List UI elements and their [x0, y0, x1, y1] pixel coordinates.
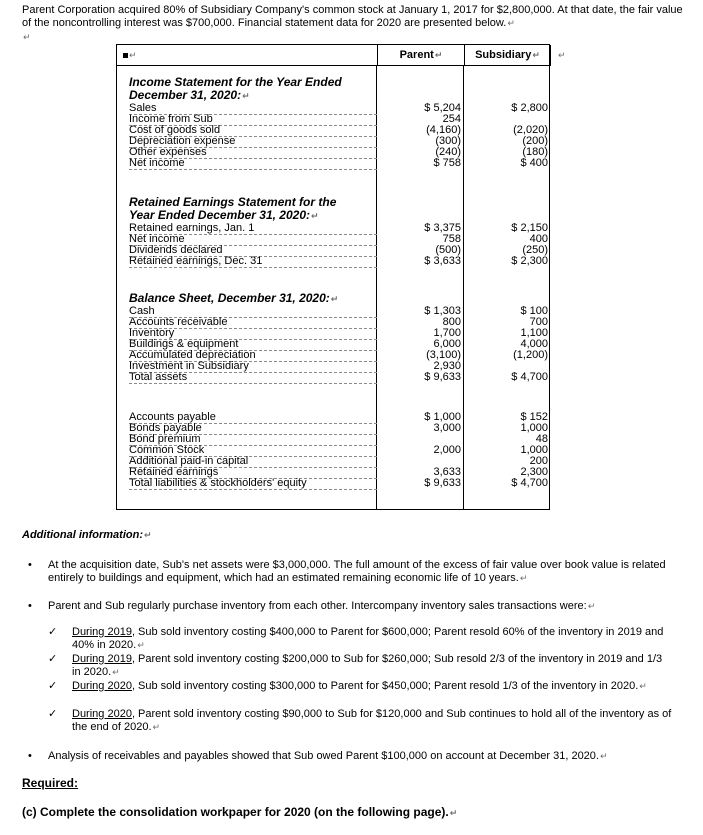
- info-acquisition: At the acquisition date, Sub's net assets were $3,000,000. The full amount of the excess of fair value over book value is related entirely to buildings and equipment, which had an estimated remaining economic life of 10 years.↵: [48, 559, 666, 584]
- table-row: Inventory 1,700 1,100: [129, 327, 548, 339]
- transaction-item: During 2019, Parent sold inventory costing $200,000 to Sub for $260,000; Sub resold 2/3 of the inventory in 2019 and 1/3 in 2020.↵: [72, 653, 663, 678]
- table-row: Net income $ 758 $ 400: [129, 157, 548, 169]
- bullet: •: [28, 750, 32, 762]
- table-row: Investment in Subsidiary 2,930: [129, 360, 461, 372]
- check-icon: ✓: [48, 680, 58, 692]
- table-row: Bond premium 48: [129, 433, 548, 445]
- table-row: Cash $ 1,303 $ 100: [129, 305, 548, 317]
- table-row: Depreciation expense (300) (200): [129, 135, 548, 147]
- column-header-subsidiary: Subsidiary↵: [464, 45, 551, 66]
- intro-text: Parent Corporation acquired 80% of Subsidiary Company's common stock at January 1, 2017 for $2,800,000. At that date, the fair value of the noncontrolling interest was $700,000. Financial statement data for 2020 are presented below.: [22, 4, 683, 29]
- info-receivables: Analysis of receivables and payables showed that Sub owed Parent $100,000 on account at December 31, 2020.↵: [48, 750, 608, 762]
- info-intercompany: Parent and Sub regularly purchase inventory from each other. Intercompany inventory sales transactions were:↵: [48, 600, 596, 612]
- table-row: Cost of goods sold (4,160) (2,020): [129, 124, 548, 136]
- table-row: Total liabilities & stockholders' equity $ 9,633 $ 4,700: [129, 477, 548, 489]
- table-row: Retained earnings 3,633 2,300: [129, 466, 548, 478]
- table-row: Accumulated depreciation (3,100) (1,200): [129, 349, 548, 361]
- table-row: Accounts payable $ 1,000 $ 152: [129, 411, 548, 423]
- table-body: Income Statement for the Year Ended December 31, 2020:↵ Sales $ 5,204 $ 2,800 Income from Sub 254 Cost of goods sold (4,160) (2,020) Depreciation expense (300) (200) Other expenses (240) (180) Net income $ 758 $ 400 Retained Earnings Statement for the Year Ended December 31, 2020:↵ Retained earnings, Jan. 1 $ 3,375 $ 2,150 Net income 758 400 Dividends declared (500) (250) Retained earnings, Dec. 31 $ 3,633 $ 2,300 Balance Sheet, December 31, 2020:↵ Cash $ 1,303 $ 100 Accounts receivable 800 700 Inventory 1,700 1,100 Buildings & equipment 6,000 4,000 Accumulated depreciation (3,100) (1,200) Investment in Subsidiary 2,930 Total assets $ 9,633 $ 4,700 Accounts payable $ 1,000 $ 152 Bonds payable 3,000 1,000 Bond premium 48 Common Stock 2,000 1,000 Additional paid-in capital 200 Retained earnings 3,633 2,300 Total liabilities & stockholders' equity $ 9,633 $ 4,700: [116, 66, 550, 510]
- transaction-item: During 2020, Parent sold inventory costing $90,000 to Sub for $120,000 and Sub continues to hold all of the inventory as of the end of 2020.↵: [72, 708, 672, 733]
- additional-information-heading: Additional information:↵: [22, 529, 152, 541]
- financial-statement-table: [116, 44, 566, 510]
- transaction-item: During 2019, Sub sold inventory costing $400,000 to Parent for $600,000; Parent resold 60% of the inventory in 2019 and 40% in 2020.↵: [72, 626, 664, 651]
- balance-sheet-asset-rows: [117, 306, 551, 383]
- table-row: Other expenses (240) (180): [129, 146, 548, 158]
- transaction-item: During 2020, Sub sold inventory costing $300,000 to Parent for $450,000; Parent resold 1/3 of the inventory in 2020.↵: [72, 680, 647, 692]
- required-heading: Required:: [22, 776, 79, 790]
- table-row: Net income 758 400: [129, 233, 548, 245]
- bullet: •: [28, 559, 32, 571]
- balance-sheet-liability-rows: [117, 412, 551, 489]
- check-icon: ✓: [48, 653, 58, 665]
- retained-earnings-rows: [117, 223, 551, 267]
- table-row: Dividends declared (500) (250): [129, 244, 548, 256]
- income-statement-rows: [117, 103, 551, 169]
- check-icon: ✓: [48, 708, 58, 720]
- table-row: Common Stock 2,000 1,000: [129, 444, 548, 456]
- check-icon: ✓: [48, 626, 58, 638]
- required-item-c: (c) Complete the consolidation workpaper for 2020 (on the following page).↵: [22, 805, 458, 819]
- table-row: Additional paid-in capital 200: [129, 455, 548, 467]
- table-row: Retained earnings, Jan. 1 $ 3,375 $ 2,150: [129, 222, 548, 234]
- table-row: Total assets $ 9,633 $ 4,700: [129, 371, 548, 383]
- table-header-row: ↵ Parent↵ Subsidiary↵ ↵: [116, 44, 550, 66]
- table-row: Accounts receivable 800 700: [129, 316, 548, 328]
- table-row: Income from Sub 254: [129, 113, 461, 125]
- table-row: Retained earnings, Dec. 31 $ 3,633 $ 2,300: [129, 255, 548, 267]
- bullet: •: [28, 600, 32, 612]
- table-corner-mark: ↵: [123, 49, 137, 62]
- table-row: Sales $ 5,204 $ 2,800: [129, 102, 548, 114]
- table-row: Buildings & equipment 6,000 4,000: [129, 338, 548, 350]
- paragraph-mark: ↵: [23, 32, 31, 42]
- table-row: Bonds payable 3,000 1,000: [129, 422, 548, 434]
- intro-paragraph: Parent Corporation acquired 80% of Subsidiary Company's common stock at January 1, 2017 for $2,800,000. At that date, the fair value of the noncontrolling interest was $700,000. Financial statement data for 2020 are presented below.↵: [22, 4, 683, 29]
- column-header-parent: Parent↵: [377, 45, 464, 66]
